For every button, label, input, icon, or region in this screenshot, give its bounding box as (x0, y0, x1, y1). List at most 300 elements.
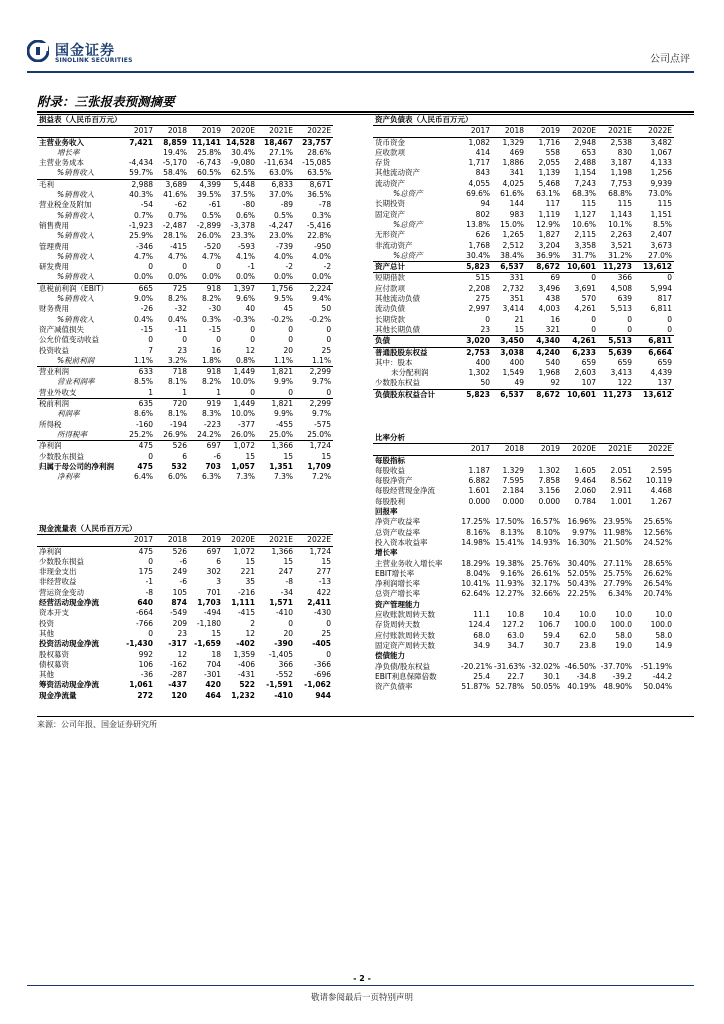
row-value: -1,659 (194, 639, 221, 649)
row-value: -34.8 (576, 671, 596, 681)
row-label: 营业外收支 (37, 388, 121, 399)
row-value: 640 (137, 598, 153, 608)
row-value: 1,571 (269, 598, 293, 608)
row-value: 2,488 (574, 158, 596, 168)
table-row (373, 672, 674, 682)
footer-divider (27, 985, 694, 986)
table-row (373, 148, 674, 158)
row-value: 27.0% (634, 251, 674, 262)
row-value (459, 600, 492, 610)
row-value: 68.0 (473, 630, 490, 640)
table-title-row (373, 115, 674, 126)
row-value: 3,204 (538, 240, 560, 250)
row-label: 归属于母公司的净利润 (39, 461, 114, 471)
row-value: 9.16% (500, 568, 524, 578)
row-value: -4,434 (128, 158, 153, 168)
row-value: 3,358 (574, 240, 596, 250)
footer-disclaimer: 敬请参阅最后一页特别声明 (310, 993, 413, 1003)
row-value: 0 (562, 325, 598, 336)
row-label: 资产总计 (373, 262, 459, 273)
row-value (634, 507, 674, 517)
table-row (37, 598, 333, 608)
row-value: 1,717 (468, 158, 490, 168)
row-value (492, 507, 526, 517)
row-value: 7.3% (273, 472, 293, 482)
year-header-blank (37, 535, 121, 546)
row-label: 投资活动现金净流 (39, 639, 99, 649)
row-value: 30.7 (543, 640, 560, 650)
row-value: 100.0 (610, 620, 632, 630)
row-value: -54 (140, 200, 153, 210)
row-value: 3,496 (538, 283, 560, 293)
row-value: 8.5% (652, 219, 672, 229)
row-label: 主营业务收入增长率 (375, 558, 443, 568)
row-value: 366 (278, 659, 293, 669)
year-header: 2017 (459, 126, 492, 137)
row-value: 0 (148, 335, 153, 345)
row-value: -430 (313, 608, 331, 618)
row-value: 0.0% (257, 272, 295, 283)
row-value: -216 (237, 587, 255, 597)
row-value: -1,923 (128, 220, 153, 230)
header-divider (27, 71, 694, 73)
table-row (37, 211, 333, 221)
table-row (37, 231, 333, 241)
row-value: 0.6% (235, 210, 255, 220)
row-value: 8.562 (610, 476, 632, 486)
row-value: 3 (216, 577, 221, 587)
row-value: 30.40% (567, 558, 596, 568)
table-row (37, 639, 333, 649)
row-value: 1 (155, 388, 189, 399)
row-value: 22.7 (507, 671, 524, 681)
row-label: 非现金支出 (39, 567, 77, 577)
row-value: -160 (135, 419, 153, 429)
row-label: 每股指标 (375, 455, 405, 465)
row-value: 59.7% (121, 168, 155, 179)
row-value: 27.1% (269, 147, 293, 157)
row-label: 管理费用 (39, 241, 69, 251)
row-value: -415 (169, 241, 187, 251)
row-value: 626 (475, 230, 490, 240)
row-label: 回报率 (375, 507, 398, 517)
row-value: 1.605 (574, 465, 596, 475)
row-value: 1,397 (233, 283, 255, 293)
row-value: -61 (208, 200, 221, 210)
row-label: 无形资产 (375, 230, 405, 240)
table-row (373, 466, 674, 476)
page-number: - 2 - (353, 974, 371, 983)
row-value: 61.6% (500, 189, 524, 199)
row-value: 8.5% (133, 377, 153, 387)
row-value: 27.11% (603, 558, 632, 568)
row-label: 利润率 (57, 409, 80, 419)
row-value: 25.65% (643, 517, 673, 527)
row-value: 1,886 (502, 158, 524, 168)
table-row (37, 420, 333, 430)
page-header (27, 38, 694, 70)
row-value: 11.98% (603, 527, 632, 537)
row-value: 4,055 (468, 178, 490, 188)
row-value: 8.2% (201, 377, 221, 387)
row-value: 697 (206, 546, 221, 556)
row-value: -36 (140, 670, 153, 680)
table-row (373, 600, 674, 610)
row-value: 11.93% (495, 579, 524, 589)
year-header: 2022E (295, 126, 333, 137)
row-value: -5,416 (306, 220, 332, 230)
row-value: -0.3% (233, 314, 255, 324)
row-label: 营业税金及附加 (39, 200, 92, 210)
row-value: 6,811 (650, 304, 672, 314)
row-value: 3,673 (650, 240, 672, 250)
row-value: -15 (208, 324, 221, 334)
row-value: 1,256 (650, 168, 672, 178)
row-value: 6.3% (201, 472, 221, 482)
row-value: 1,061 (129, 680, 153, 690)
row-value: 659 (617, 357, 632, 367)
row-value: 0 (250, 324, 255, 334)
row-value: 0 (223, 388, 257, 399)
row-value: 68.8% (608, 189, 632, 199)
row-value: 919 (206, 399, 221, 409)
row-label: 总资产增长率 (375, 589, 420, 599)
row-value: 1,724 (309, 441, 332, 451)
row-value: 50 (459, 378, 492, 389)
table-title-row (37, 524, 333, 535)
table-row (373, 378, 674, 389)
row-value: -9,080 (230, 158, 255, 168)
row-value: 41.6% (163, 190, 187, 200)
row-value: 120 (171, 690, 187, 700)
row-value: 475 (137, 461, 153, 471)
row-label: 财务费用 (39, 304, 69, 314)
row-value: 45 (283, 304, 293, 314)
row-label: %销售收入 (57, 314, 95, 324)
row-value: 20 (283, 345, 293, 355)
row-value: 2,208 (468, 283, 490, 293)
row-value: 48.90% (603, 682, 632, 692)
row-value: 50 (321, 304, 332, 314)
row-value: -89 (280, 200, 293, 210)
row-value: 5,513 (610, 304, 632, 314)
row-value: 10.0 (579, 610, 596, 620)
row-value (562, 455, 598, 466)
row-label: 销售费用 (39, 220, 69, 230)
row-value: 469 (509, 147, 524, 157)
row-value: -2 (285, 262, 293, 272)
year-header: 2022E (295, 535, 333, 546)
row-value: 703 (205, 461, 221, 471)
row-value: 720 (172, 399, 187, 409)
row-value: 992 (138, 649, 153, 659)
row-value: 8.2% (167, 294, 187, 304)
row-label: 资产减值损失 (39, 324, 84, 334)
row-value: 25 (321, 628, 331, 638)
row-label: 存货周转天数 (375, 620, 420, 630)
row-value: 9.5% (273, 294, 293, 304)
row-value: 1,724 (309, 546, 331, 556)
row-label: 投入资本收益率 (375, 537, 428, 547)
row-value: -520 (203, 241, 221, 251)
row-value: 1,154 (574, 168, 596, 178)
row-value: 843 (475, 168, 490, 178)
year-header: 2020E (223, 126, 257, 137)
row-label: 息税前利润（EBIT） (39, 283, 109, 293)
row-label: %销售收入 (57, 210, 95, 220)
row-value: 0.000 (538, 496, 560, 506)
row-value: 4,261 (562, 336, 598, 347)
row-value: 28.6% (307, 147, 332, 157)
row-label: 债权募资 (39, 659, 69, 669)
row-label: 资本开支 (39, 608, 69, 618)
row-value: 1 (121, 388, 155, 399)
row-value: 63.0 (507, 630, 524, 640)
table-row (373, 486, 674, 496)
row-value: -46.50% (564, 661, 596, 671)
row-value: 2,299 (309, 399, 332, 409)
row-value: 9.7% (312, 377, 332, 387)
table-row (373, 199, 674, 209)
row-value: 0 (148, 556, 153, 566)
table-row (373, 651, 674, 661)
row-value: 1,827 (538, 230, 560, 240)
table-row (373, 620, 674, 630)
row-value: 0.0% (189, 272, 223, 283)
row-value: 4,003 (538, 304, 560, 314)
row-value: 19.0 (615, 640, 632, 650)
row-value: 25.75% (603, 568, 632, 578)
row-value: 0 (326, 324, 332, 334)
year-header: 2021E (257, 535, 295, 546)
row-value: 8.6% (133, 409, 153, 419)
table-row (37, 315, 333, 325)
row-value: 8.13% (500, 527, 524, 537)
row-value: 7,243 (574, 178, 596, 188)
row-value: 0.4% (133, 314, 153, 324)
row-value: 0 (485, 314, 490, 324)
row-value: 0 (216, 262, 221, 272)
row-value: 0 (288, 618, 293, 628)
row-value: 341 (509, 168, 524, 178)
row-value: 8.2% (201, 294, 221, 304)
row-label: %销售收入 (37, 168, 121, 179)
row-value: 23.0% (269, 231, 293, 241)
row-value: 18,467 (264, 137, 293, 147)
row-value: 32.66% (531, 589, 560, 599)
row-value: -431 (237, 670, 255, 680)
row-value: 69 (550, 273, 560, 283)
row-label: 非流动资产 (375, 240, 413, 250)
table-row (373, 476, 674, 486)
row-value: 94 (480, 199, 490, 209)
row-value: -739 (275, 241, 293, 251)
row-value: 1 (189, 388, 223, 399)
row-value: 1.1% (295, 356, 333, 367)
row-value: 0 (326, 649, 331, 659)
row-value (492, 600, 526, 610)
row-value: 1,359 (233, 649, 255, 659)
year-header: 2021E (598, 126, 634, 137)
row-value: -6 (213, 451, 221, 461)
row-label: 营业利润 (39, 367, 69, 377)
row-value: 2,411 (307, 598, 331, 608)
table-row (37, 346, 333, 356)
row-label: 应收账款周转天数 (375, 610, 435, 620)
row-value: -0.2% (309, 314, 332, 324)
row-value: 36.9% (526, 251, 562, 262)
row-value: 1.001 (610, 496, 632, 506)
row-label: 净利润 (39, 546, 62, 556)
row-value: 8.3% (201, 409, 221, 419)
row-label: 偿债能力 (375, 651, 405, 661)
table-row (37, 452, 333, 462)
row-value: 25.2% (121, 430, 155, 441)
row-label: 股权募资 (39, 649, 69, 659)
year-header: 2021E (257, 126, 295, 137)
row-value: -766 (135, 618, 153, 628)
row-value (634, 600, 674, 610)
table-row (37, 367, 333, 378)
document-type: 公司点评 (650, 54, 690, 65)
table-row (37, 680, 333, 690)
table-row (37, 200, 333, 210)
row-value: 13.8% (466, 219, 490, 229)
table-row (37, 409, 333, 419)
sinolink-logo-icon (27, 40, 49, 62)
row-label: 净负债/股东权益 (375, 661, 431, 671)
row-value: 0.0% (223, 272, 257, 283)
row-value: 3.2% (155, 356, 189, 367)
row-value: -549 (169, 608, 187, 618)
year-header: 2017 (121, 535, 155, 546)
row-value: 117 (545, 199, 560, 209)
row-value: 6,811 (634, 336, 674, 347)
row-value: 73.0% (648, 189, 672, 199)
row-value: -11 (174, 324, 187, 334)
row-value: 9.464 (574, 476, 596, 486)
row-label: %销售收入 (57, 294, 95, 304)
row-value: -696 (313, 670, 331, 680)
row-value: 1,968 (538, 368, 560, 378)
row-value: 3,482 (650, 137, 672, 147)
row-label: 固定资产周转天数 (375, 640, 435, 650)
row-value: 0.0% (155, 272, 189, 283)
row-value: 8.1% (167, 377, 187, 387)
row-value: 107 (562, 378, 598, 389)
table-row (37, 148, 333, 158)
row-value: 25.8% (197, 147, 221, 157)
row-label: 流动负债 (375, 304, 405, 314)
row-value: 1.1% (257, 356, 295, 367)
row-value: 7,421 (129, 137, 153, 147)
table-row (37, 262, 333, 272)
table-row (37, 252, 333, 262)
table-row (373, 589, 674, 599)
row-label: 少数股东损益 (39, 451, 84, 461)
row-value: -32 (174, 304, 187, 314)
row-value: 830 (617, 147, 632, 157)
row-value: 10.41% (461, 579, 490, 589)
row-value: 16.30% (567, 537, 596, 547)
table-row (373, 455, 674, 466)
row-value: 30.4% (459, 251, 492, 262)
row-value: -455 (275, 419, 293, 429)
year-header: 2018 (155, 535, 189, 546)
year-header-row (373, 444, 674, 455)
row-label: EBIT利息保障倍数 (375, 671, 437, 681)
row-value: 400 (475, 357, 490, 367)
row-label: 营业利润率 (57, 377, 95, 387)
year-header: 2019 (526, 126, 562, 137)
row-label: 公允价值变动收益 (39, 335, 99, 345)
row-value: 34.9 (473, 640, 490, 650)
row-label: 增长率 (375, 548, 398, 558)
row-value: -2,899 (196, 220, 221, 230)
row-value: 23 (459, 325, 492, 336)
row-value: 3,187 (610, 158, 632, 168)
row-label: 普通股股东权益 (375, 347, 428, 357)
row-value: -1,062 (304, 680, 331, 690)
row-value: 16 (550, 314, 560, 324)
row-value: 4.1% (235, 251, 255, 261)
row-value: 18 (211, 649, 221, 659)
row-value: -80 (242, 200, 255, 210)
table-row (37, 304, 333, 314)
row-value: 2.060 (574, 486, 596, 496)
row-label: %销售收入 (57, 231, 95, 241)
row-value: 115 (657, 199, 672, 209)
row-value: 14,528 (226, 137, 255, 147)
row-value: 26.9% (155, 430, 189, 441)
table-row (373, 579, 674, 589)
row-value (526, 507, 562, 517)
row-value: 1,072 (233, 441, 255, 451)
row-value: 540 (545, 357, 560, 367)
row-value: 31.2% (598, 251, 634, 262)
row-value: 10,601 (567, 389, 596, 399)
row-value: 1.187 (468, 465, 490, 475)
row-value: 400 (509, 357, 524, 367)
row-label: 其他长期负债 (373, 325, 459, 336)
row-label: 所得税率 (37, 430, 121, 441)
row-value: 1,329 (502, 137, 524, 147)
row-value: 659 (657, 357, 672, 367)
table-title: 资产负债表（人民币百万元） (373, 115, 674, 126)
row-value: 302 (206, 567, 221, 577)
year-header: 2022E (634, 444, 674, 455)
row-value: 8.16% (466, 527, 490, 537)
row-value: 351 (509, 294, 524, 304)
row-value: 0 (216, 335, 221, 345)
row-value: -15 (140, 324, 153, 334)
row-value: 62.64% (461, 589, 490, 599)
row-value: -26 (140, 304, 153, 314)
row-value: 31.7% (562, 251, 598, 262)
cashflow-statement-table (37, 524, 333, 701)
row-value: -32.02% (528, 661, 560, 671)
row-value: 11,273 (603, 389, 632, 399)
ratio-analysis-table (373, 433, 674, 692)
row-value: 0.0% (121, 272, 155, 283)
row-label: 负债 (373, 336, 459, 347)
row-label: 投资收益 (39, 345, 69, 355)
row-value: 51.87% (461, 682, 490, 692)
row-value: 10.1% (608, 219, 632, 229)
row-value: 12 (245, 345, 255, 355)
row-value: 100.0 (574, 620, 596, 630)
row-value: 6,537 (500, 389, 524, 399)
